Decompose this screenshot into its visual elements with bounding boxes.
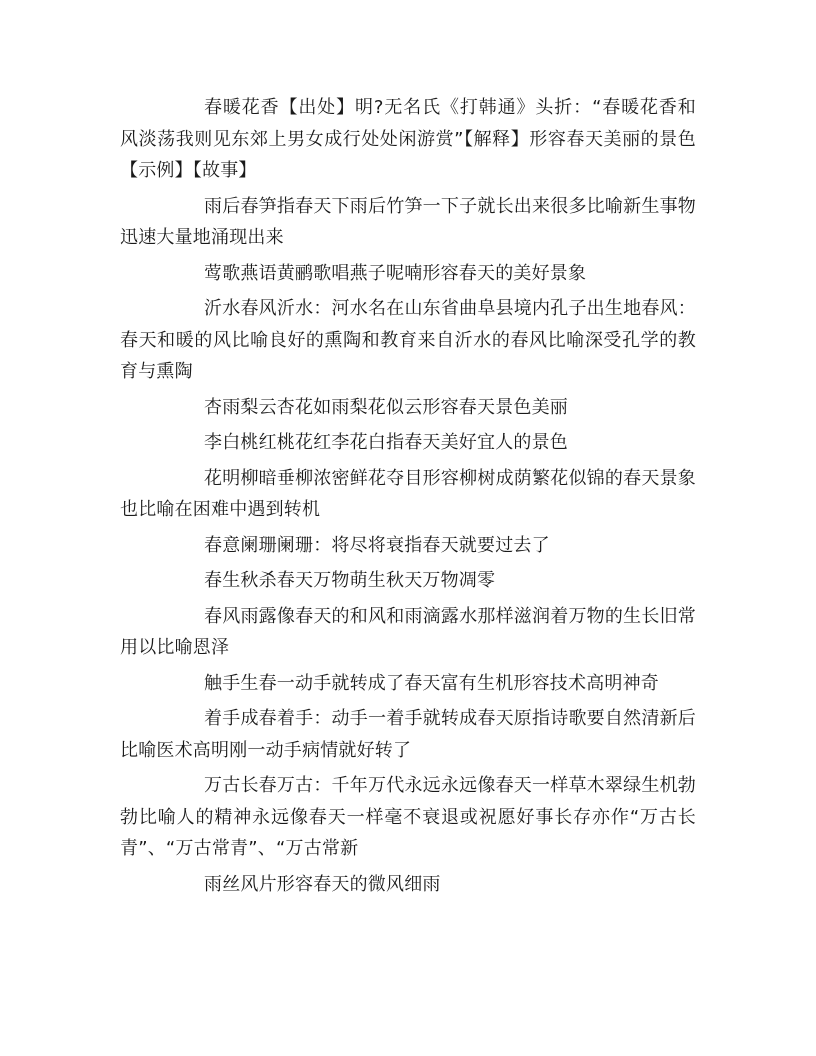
paragraph-xingyu-liyun: 杏雨梨云杏花如雨梨花似云形容春天景色美丽 <box>204 396 568 418</box>
paragraph-yingge-yanyu: 莺歌燕语黄鹂歌唱燕子呢喃形容春天的美好景象 <box>204 262 587 284</box>
paragraph-chunnuan-huaxiang: 春暖花香【出处】明?无名氏《打韩通》头折：“春暖花香和风淡荡我则见东郊上男女成行处处闲游赏”【解释】形容春天美丽的景色【示例】【故事】 <box>120 97 696 181</box>
paragraph-yusi-fengpian: 雨丝风片形容春天的微风细雨 <box>204 873 441 895</box>
paragraph-yuhou-chunsun: 雨后春笋指春天下雨后竹笋一下子就长出来很多比喻新生事物迅速大量地涌现出来 <box>120 195 696 248</box>
paragraph-chunsheng-qiusha: 春生秋杀春天万物萌生秋天万物凋零 <box>204 570 496 591</box>
paragraph-huaming-liuan: 花明柳暗垂柳浓密鲜花夺目形容柳树成荫繁花似锦的春天景象也比喻在困难中遇到转机 <box>120 467 696 520</box>
document-page <box>120 92 696 904</box>
paragraph-chushou-shengchun: 触手生春一动手就转成了春天富有生机形容技术高明神奇 <box>204 672 659 694</box>
paragraph-chunyi-lanshan: 春意阑珊阑珊：将尽将衰指春天就要过去了 <box>204 534 550 556</box>
paragraph-libai-taohong: 李白桃红桃花红李花白指春天美好宜人的景色 <box>204 432 568 453</box>
paragraph-chunfeng-yulu: 春风雨露像春天的和风和雨滴露水那样滋润着万物的生长旧常用以比喻恩泽 <box>120 605 696 658</box>
paragraph-zhuoshou-chengchun: 着手成春着手：动手一着手就转成春天原指诗歌要自然清新后比喻医术高明刚一动手病情就好转了 <box>120 708 696 761</box>
paragraph-yishui-chunfeng: 沂水春风沂水：河水名在山东省曲阜县境内孔子出生地春风：春天和暖的风比喻良好的熏陶和教育来自沂水的春风比喻深受孔学的教育与熏陶 <box>120 298 696 382</box>
paragraph-wangu-changchun: 万古长春万古：千年万代永远永远像春天一样草木翠绿生机勃勃比喻人的精神永远像春天一样毫不衰退或祝愿好事长存亦作“万古长青”、“万古常青”、“万古常新 <box>120 775 696 859</box>
